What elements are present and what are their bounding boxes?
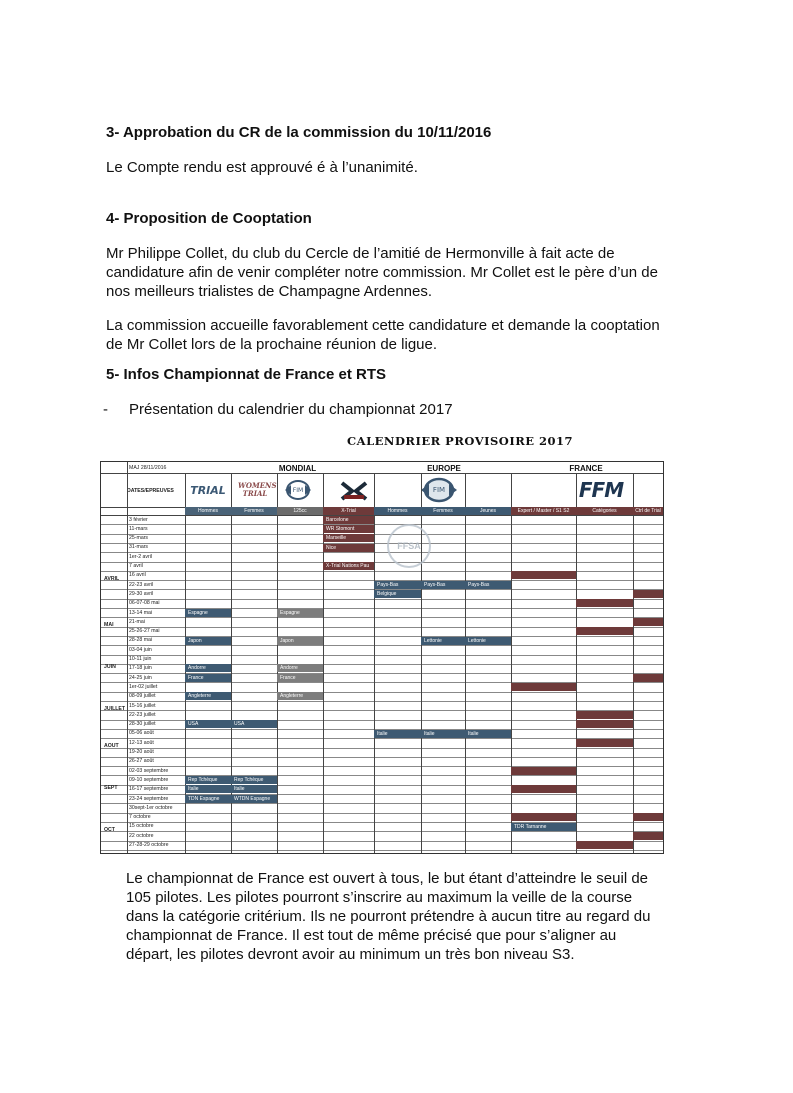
svg-text:FIM: FIM	[292, 487, 304, 494]
ffsa-watermark-icon: FFSA	[387, 524, 431, 568]
event-cell: Angleterre	[185, 692, 231, 700]
grid-line	[127, 462, 128, 853]
category-header-3: X-Trial	[323, 507, 374, 515]
grid-line	[374, 473, 375, 853]
date-label: 17-18 juin	[129, 665, 152, 672]
event-cell	[633, 813, 663, 821]
event-cell: Italie	[465, 730, 511, 738]
section-4-title: 4- Proposition de Cooptation	[106, 210, 312, 227]
event-cell: Nice	[323, 544, 374, 552]
event-cell	[576, 841, 633, 849]
category-header-8: Catégories	[576, 507, 633, 515]
date-label: 28-30 juillet	[129, 721, 156, 728]
date-label: 25-26-27 mai	[129, 628, 160, 635]
event-cell	[576, 739, 633, 747]
text-line: de Mr Collet lors de la prochaine réunion de ligue.	[106, 336, 438, 353]
section-3-text: Le Compte rendu est approuvé é à l’unanimité.	[106, 159, 418, 176]
closing-paragraph	[126, 869, 650, 964]
date-label: 06-07-08 mai	[129, 600, 160, 607]
section-4-paragraph-1	[106, 244, 658, 301]
text-line: 105 pilotes. Les pilotes pourront s’inscrire au maximum la veille de la course	[126, 889, 633, 906]
date-label: 1er-02 juillet	[129, 683, 158, 690]
event-cell: Italie	[231, 785, 277, 793]
category-header-4: Hommes	[374, 507, 421, 515]
section-4-paragraph-2	[106, 316, 660, 354]
event-cell: Angleterre	[277, 692, 323, 700]
date-label: 7 avril	[129, 563, 143, 569]
event-cell: Andorre	[185, 664, 231, 672]
date-label: 09-10 septembre	[129, 776, 169, 783]
date-label: 1er-2 avril	[129, 553, 153, 560]
month-label: MAI	[104, 621, 114, 628]
event-cell: Lettonie	[421, 637, 465, 645]
text-line: Le championnat de France est ouvert à tous, le but étant d’atteindre le seuil de	[126, 870, 648, 887]
event-cell: Pays-Bas	[465, 581, 511, 589]
event-cell	[511, 571, 576, 579]
date-label: 22-23 avril	[129, 581, 154, 588]
bullet-item: Présentation du calendrier du championnat 2017	[129, 401, 453, 418]
group-france: FRANCE	[569, 464, 603, 473]
event-cell	[576, 720, 633, 728]
event-cell: USA	[185, 720, 231, 728]
month-label: SEPT	[104, 784, 118, 791]
date-label: 30sept-1er octobre	[129, 804, 173, 811]
category-header-6: Jeunes	[465, 507, 511, 515]
event-cell: Italie	[185, 785, 231, 793]
dates-header: DATES/EPREUVES	[127, 488, 174, 494]
date-label: 10-11 juin	[129, 656, 152, 662]
event-cell	[633, 590, 663, 598]
calendar-title: CALENDRIER PROVISOIRE 2017	[347, 434, 574, 448]
calendar-table	[100, 461, 664, 854]
event-cell: Lettonie	[465, 637, 511, 645]
date-label: 3 février	[129, 516, 148, 523]
event-cell: Italie	[374, 730, 421, 738]
event-cell: TDR Tarnanne	[511, 823, 576, 831]
event-cell: Rep Tchèque	[231, 776, 277, 784]
date-label: 7 octobre	[129, 814, 151, 821]
date-label: 15-16 juillet	[129, 702, 156, 709]
trial-logo-icon: TRIAL	[190, 483, 226, 497]
event-cell: Andorre	[277, 664, 323, 672]
category-header-1: Femmes	[231, 507, 277, 515]
date-label: 26-27 août	[129, 758, 154, 765]
grid-line	[277, 473, 278, 853]
event-cell	[576, 627, 633, 635]
x-trial-logo-icon	[337, 478, 371, 502]
group-europe: EUROPE	[427, 464, 461, 473]
event-cell: Marseille	[323, 534, 374, 542]
event-cell: WTDN Espagne	[231, 795, 277, 803]
event-cell	[633, 674, 663, 682]
date-label: 21-mai	[129, 618, 145, 625]
date-label: 19-20 août	[129, 749, 154, 755]
event-cell	[633, 832, 663, 840]
date-label: 11-mars	[129, 525, 148, 532]
event-cell: Pays-Bas	[421, 581, 465, 589]
date-label: 28-28 mai	[129, 637, 153, 644]
date-label: 12-13 août	[129, 739, 154, 746]
text-line: La commission accueille favorablement cette candidature et demande la cooptation	[106, 317, 660, 334]
month-label: AOUT	[104, 742, 119, 749]
date-label: 02-03 septembre	[129, 767, 169, 774]
event-cell: Espagne	[185, 609, 231, 617]
event-cell	[511, 683, 576, 691]
date-label: 22 octobre	[129, 832, 154, 839]
category-header-9: Ctrl de Trial	[633, 507, 663, 515]
event-cell: Italie	[421, 730, 465, 738]
date-label: 31-mars	[129, 544, 149, 551]
date-label: 05-06 août	[129, 730, 154, 737]
event-cell	[576, 711, 633, 719]
event-cell: France	[277, 674, 323, 682]
event-cell	[633, 618, 663, 626]
text-line: dans la catégorie critérium. Ils ne pourront prétendre à aucun titre au regard du	[126, 908, 651, 925]
date-label: 08-09 juillet	[129, 693, 156, 700]
text-line: candidature afin de venir compléter notre commission. Mr Collet est le père d’un de	[106, 264, 658, 281]
grid-line	[576, 473, 577, 853]
event-cell	[511, 785, 576, 793]
bullet-dash: -	[103, 401, 108, 418]
date-label: 24-25 juin	[129, 674, 152, 681]
grid-line	[465, 473, 466, 853]
event-cell: Japon	[185, 637, 231, 645]
category-header-0: Hommes	[185, 507, 231, 515]
ffm-logo-icon: FFM	[578, 478, 624, 502]
event-cell: Rep Tchèque	[185, 776, 231, 784]
text-line: nos meilleurs trialistes de Champagne Ardennes.	[106, 283, 433, 300]
event-cell: Japon	[277, 637, 323, 645]
svg-text:FIM: FIM	[432, 486, 446, 494]
event-cell: TDN Espagne	[185, 795, 231, 803]
date-label: 27-28-29 octobre	[129, 842, 169, 848]
section-3-title: 3- Approbation du CR de la commission du 10/11/2016	[106, 124, 492, 141]
month-label: OCT	[104, 826, 115, 833]
event-cell: Espagne	[277, 609, 323, 617]
event-cell: Pays-Bas	[374, 581, 421, 589]
event-cell	[511, 813, 576, 821]
date-label: 15 octobre	[129, 823, 154, 830]
date-label: 29-30 avril	[129, 590, 154, 597]
section-5-title: 5- Infos Championnat de France et RTS	[106, 366, 387, 383]
month-label: AVRIL	[104, 575, 120, 582]
date-label: 16-17 septembre	[129, 786, 169, 793]
category-header-7: Expert / Master / S1 S2	[511, 507, 576, 515]
month-label: JUILLET	[104, 705, 126, 712]
grid-line	[511, 473, 512, 853]
event-cell: France	[185, 674, 231, 682]
event-cell	[576, 599, 633, 607]
fim-logo-icon	[283, 478, 313, 502]
date-label: 03-04 juin	[129, 646, 152, 653]
maj-date: MAJ 28/11/2016	[129, 465, 167, 471]
group-mondial: MONDIAL	[278, 464, 317, 473]
womens-trial-logo-icon: WOMENS TRIAL	[238, 481, 277, 498]
month-label: JUIN	[104, 663, 116, 670]
event-cell	[511, 767, 576, 775]
date-label: 23-24 septembre	[129, 795, 169, 802]
date-label: 25-mars	[129, 535, 149, 542]
date-label: 22-23 juillet	[129, 711, 156, 718]
category-header-5: Femmes	[421, 507, 465, 515]
event-cell: Belgique	[374, 590, 421, 598]
text-line: départ, les pilotes devront avoir au minimum un très bon niveau S3.	[126, 946, 575, 963]
text-line: championnat de France. Il est tout de même précisé que pour s’aligner au	[126, 927, 617, 944]
event-cell: Barcelone	[323, 516, 374, 524]
event-cell: WR Stomont	[323, 525, 374, 533]
date-label: 13-14 mai	[129, 609, 153, 616]
grid-line	[633, 473, 634, 853]
category-header-2: 125cc	[277, 507, 323, 515]
fim-europe-logo-icon	[419, 476, 459, 504]
event-cell: USA	[231, 720, 277, 728]
text-line: Mr Philippe Collet, du club du Cercle de l’amitié de Hermonville à fait acte de	[106, 245, 615, 262]
date-label: 16 avril	[129, 572, 146, 579]
event-cell: X-Trial Nations Pau	[323, 562, 374, 570]
